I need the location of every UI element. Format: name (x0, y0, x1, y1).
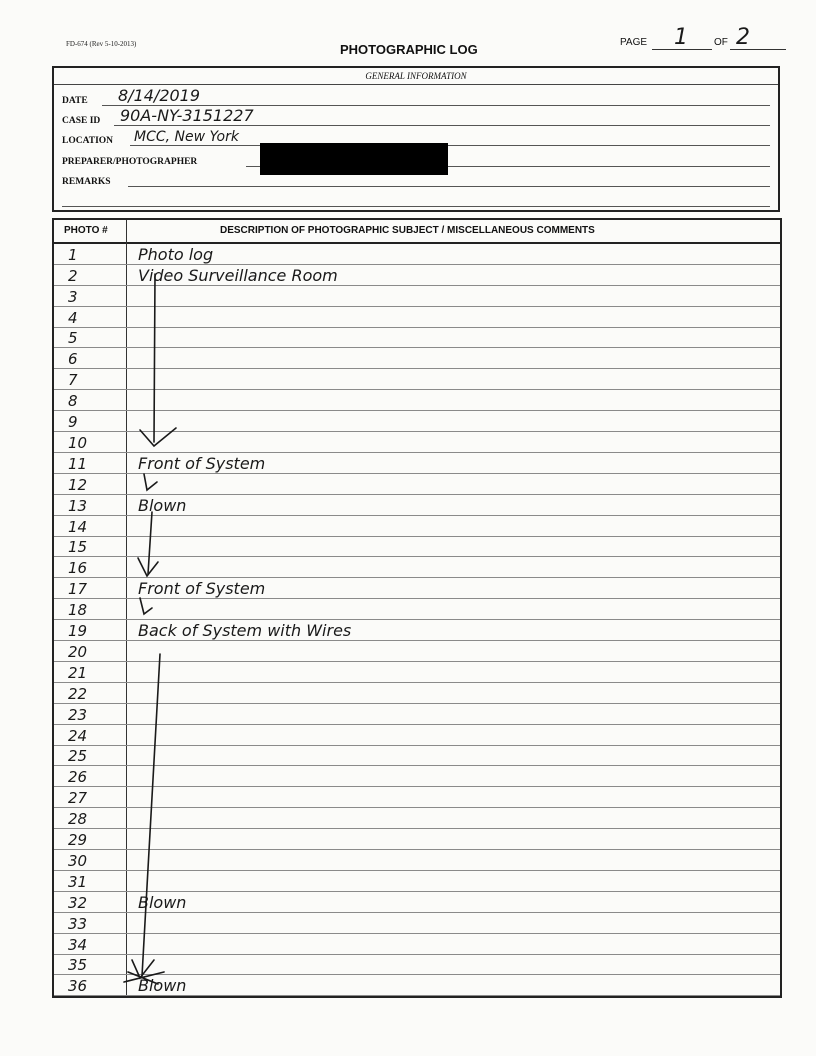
case-id-value: 90A-NY-3151227 (120, 106, 254, 125)
remarks-line (128, 186, 770, 187)
case-id-row (62, 106, 770, 126)
photo-number: 33 (68, 914, 88, 933)
photo-number: 14 (68, 517, 88, 536)
photo-number: 32 (68, 893, 88, 912)
case-id-label: CASE ID (62, 116, 101, 126)
general-information-header: GENERAL INFORMATION (54, 68, 778, 85)
location-label: LOCATION (62, 136, 114, 146)
photo-number: 22 (68, 684, 88, 703)
of-value: 2 (736, 25, 750, 50)
photo-description: Blown (138, 976, 187, 996)
photo-number: 10 (68, 433, 88, 452)
photo-number: 3 (68, 287, 78, 306)
photo-number: 27 (68, 789, 88, 808)
photo-number: 21 (68, 663, 88, 682)
photo-number: 7 (68, 371, 78, 390)
photo-log-table (52, 218, 782, 998)
photo-number: 17 (68, 580, 88, 599)
form-id: FD-674 (Rev 5-10-2013) (66, 40, 137, 48)
of-label: OF (714, 37, 728, 48)
general-information-box (52, 66, 780, 212)
photo-number: 12 (68, 475, 88, 494)
photo-number: 20 (68, 642, 88, 661)
photo-description: Video Surveillance Room (138, 265, 338, 285)
photo-number: 13 (68, 496, 88, 515)
redaction-box (260, 143, 448, 175)
photo-number: 2 (68, 266, 78, 285)
photo-description: Photo log (138, 244, 214, 264)
remarks-line-2 (62, 206, 770, 207)
photo-number: 23 (68, 705, 88, 724)
arrowhead-12 (144, 474, 157, 490)
photo-number: 29 (68, 831, 88, 850)
date-value: 8/14/2019 (118, 86, 201, 105)
date-row (62, 86, 770, 106)
photo-number: 15 (68, 538, 88, 557)
remarks-label: REMARKS (62, 177, 111, 187)
photo-number: 36 (68, 977, 88, 996)
photo-number: 4 (68, 308, 78, 327)
page-number (620, 22, 790, 50)
photo-number: 5 (68, 329, 78, 348)
photo-number: 1 (68, 245, 78, 264)
arrowhead-10 (140, 428, 176, 446)
page-label: PAGE (620, 37, 648, 48)
photo-number-header: PHOTO # (64, 225, 108, 236)
photo-number: 18 (68, 601, 88, 620)
photo-number: 35 (68, 956, 88, 975)
arrow-line-13-to-16 (148, 512, 152, 574)
photo-description: Front of System (138, 579, 266, 599)
date-label: DATE (62, 96, 88, 106)
photo-number: 30 (68, 851, 88, 870)
photo-description: Front of System (138, 453, 266, 473)
description-header: DESCRIPTION OF PHOTOGRAPHIC SUBJECT / MISCELLANEOUS COMMENTS (220, 225, 595, 236)
photo-number: 26 (68, 768, 88, 787)
preparer-label: PREPARER/PHOTOGRAPHER (62, 157, 198, 167)
photo-number: 6 (68, 350, 78, 369)
photo-number: 25 (68, 747, 88, 766)
photo-number: 9 (68, 413, 78, 432)
page-title: PHOTOGRAPHIC LOG (340, 42, 478, 57)
location-line (130, 145, 770, 146)
photo-number: 24 (68, 726, 88, 745)
photo-description: Blown (138, 892, 187, 912)
photo-number: 19 (68, 622, 88, 641)
location-value: MCC, New York (134, 129, 239, 145)
photo-number: 31 (68, 872, 88, 891)
photo-description: Back of System with Wires (138, 621, 352, 641)
continuation-arrows (54, 220, 780, 996)
photo-number: 16 (68, 559, 88, 578)
page-value: 1 (674, 25, 688, 50)
photo-number: 34 (68, 935, 88, 954)
arrow-line-2-to-10 (154, 274, 155, 442)
arrow-line-19-to-36 (142, 654, 160, 976)
photo-description: Blown (138, 495, 187, 515)
photo-number: 11 (68, 454, 88, 473)
photo-number: 28 (68, 810, 88, 829)
arrowhead-18 (140, 598, 152, 614)
photo-number: 8 (68, 392, 78, 411)
